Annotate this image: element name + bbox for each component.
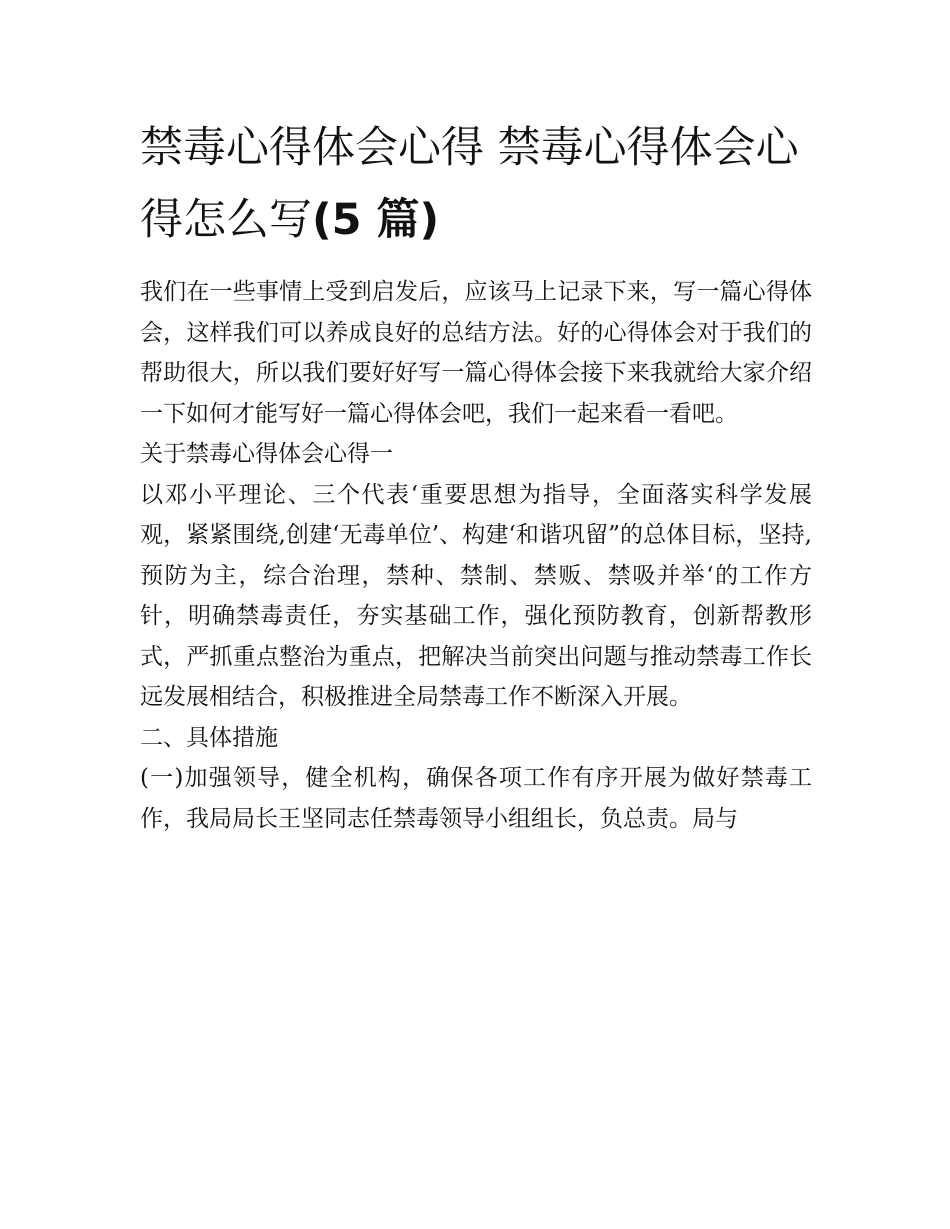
- section-body-2: (一)加强领导，健全机构，确保各项工作有序开展为做好禁毒工作，我局局长王坚同志任禁毒领导小组组长，负总责。局与: [140, 765, 812, 832]
- title-text: 禁毒心得体会心得 禁毒心得体会心得怎么写: [140, 123, 799, 245]
- document-page: [140, 112, 812, 839]
- section-heading-1: 关于禁毒心得体会心得一: [140, 441, 393, 467]
- document-title: [140, 112, 812, 256]
- intro-paragraph: 我们在一些事情上受到启发后，应该马上记录下来，写一篇心得体会，这样我们可以养成良好的总结方法。好的心得体会对于我们的帮助很大，所以我们要好好写一篇心得体会接下来我就给大家介绍一下如何才能写好一篇心得体会吧，我们一起来看一看吧。: [140, 279, 812, 427]
- section-body-1: 以邓小平理论、三个代表‘重要思想为指导，全面落实科学发展观，紧紧围绕,创建‘无毒单位’、构建‘和谐巩留”的总体目标，坚持,预防为主，综合治理，禁种、禁制、禁贩、禁吸并举‘的工作方针，明确禁毒责任，夯实基础工作，强化预防教育，创新帮教形式，严抓重点整治为重点，把解决当前突出问题与推动禁毒工作长远发展相结合，积极推进全局禁毒工作不断深入开展。: [140, 481, 812, 710]
- section-heading-2: 二、具体措施: [140, 724, 278, 751]
- title-count: (5 篇): [312, 195, 440, 245]
